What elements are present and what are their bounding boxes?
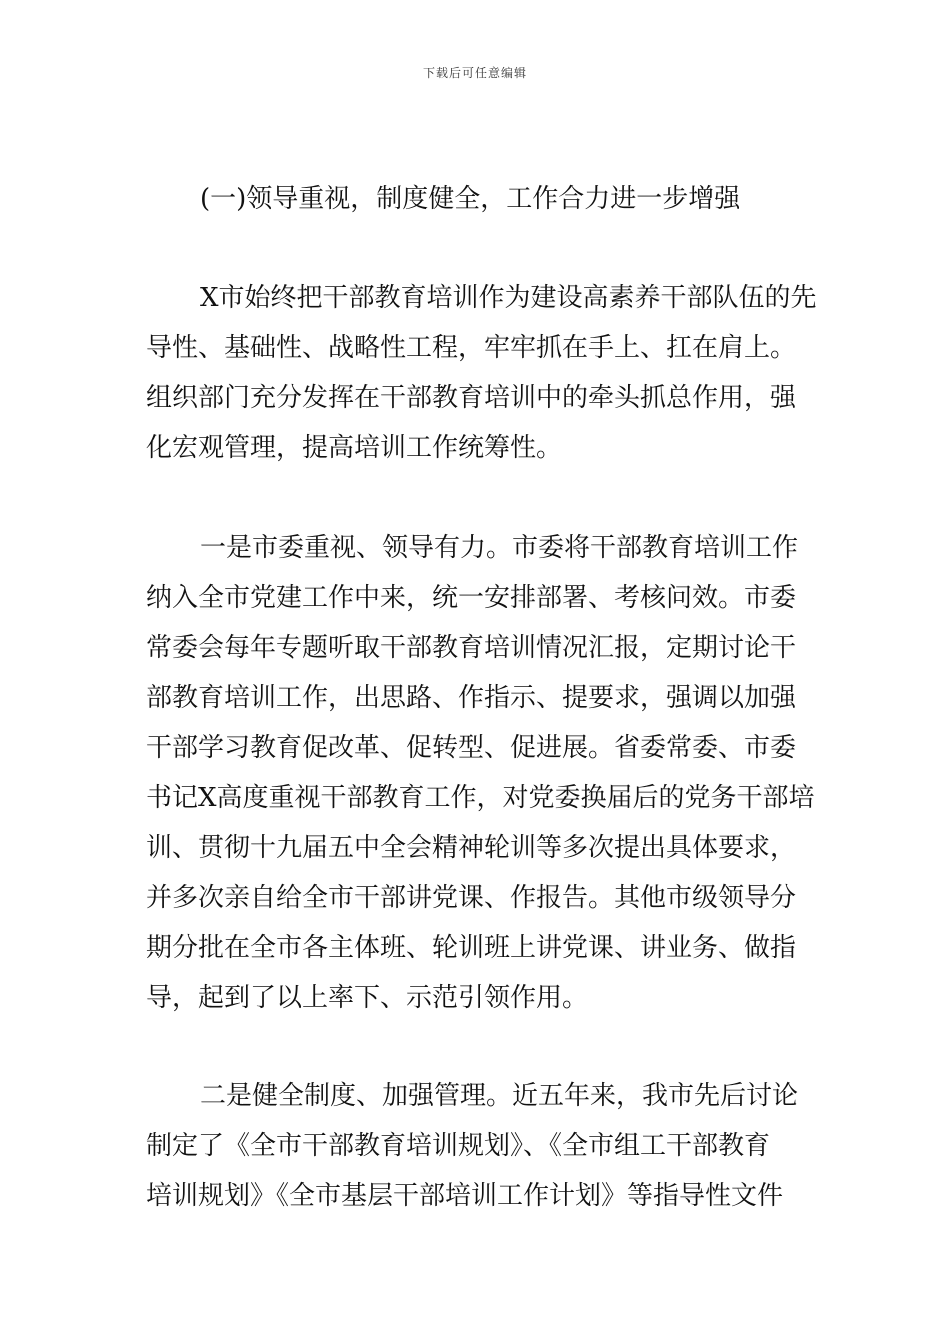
section-heading: (一)领导重视，制度健全，工作合力进一步增强 bbox=[200, 184, 741, 214]
header-note: 下载后可任意编辑 bbox=[422, 66, 527, 80]
paragraph-line: 干部学习教育促改革、促转型、促进展。省委常委、市委 bbox=[146, 733, 797, 763]
paragraph-line: 期分批在全市各主体班、轮训班上讲党课、讲业务、做指 bbox=[146, 933, 797, 963]
paragraph bbox=[146, 1071, 806, 1221]
paragraph-line: 二是健全制度、加强管理。近五年来，我市先后讨论 bbox=[200, 1081, 799, 1111]
paragraph-line: 导性、基础性、战略性工程，牢牢抓在手上、扛在肩上。 bbox=[146, 333, 797, 363]
paragraph-line: 培训规划》《全市基层干部培训工作计划》等指导性文件 bbox=[146, 1181, 784, 1211]
paragraph-line: 一是市委重视、领导有力。市委将干部教育培训工作 bbox=[200, 533, 799, 563]
paragraph-line: 并多次亲自给全市干部讲党课、作报告。其他市级领导分 bbox=[146, 883, 797, 913]
paragraph-line: 部教育培训工作，出思路、作指示、提要求，强调以加强 bbox=[146, 683, 797, 713]
paragraph-line: 书记X高度重视干部教育工作，对党委换届后的党务干部培 bbox=[146, 783, 815, 813]
paragraph-line: 化宏观管理，提高培训工作统筹性。 bbox=[146, 433, 563, 463]
paragraph bbox=[146, 523, 815, 1023]
paragraph-line: 纳入全市党建工作中来，统一安排部署、考核问效。市委 bbox=[146, 583, 797, 613]
paragraph-line: 训、贯彻十九届五中全会精神轮训等多次提出具体要求， bbox=[146, 833, 797, 863]
paragraph-line: X市始终把干部教育培训作为建设高素养干部队伍的先 bbox=[200, 283, 817, 313]
paragraph-line: 导，起到了以上率下、示范引领作用。 bbox=[146, 983, 589, 1013]
paragraph-line: 制定了《全市干部教育培训规划》、《全市组工干部教育 bbox=[146, 1131, 771, 1161]
paragraph-line: 组织部门充分发挥在干部教育培训中的牵头抓总作用，强 bbox=[146, 383, 797, 413]
paragraph-line: 常委会每年专题听取干部教育培训情况汇报，定期讨论干 bbox=[146, 633, 797, 663]
paragraph bbox=[146, 273, 817, 473]
